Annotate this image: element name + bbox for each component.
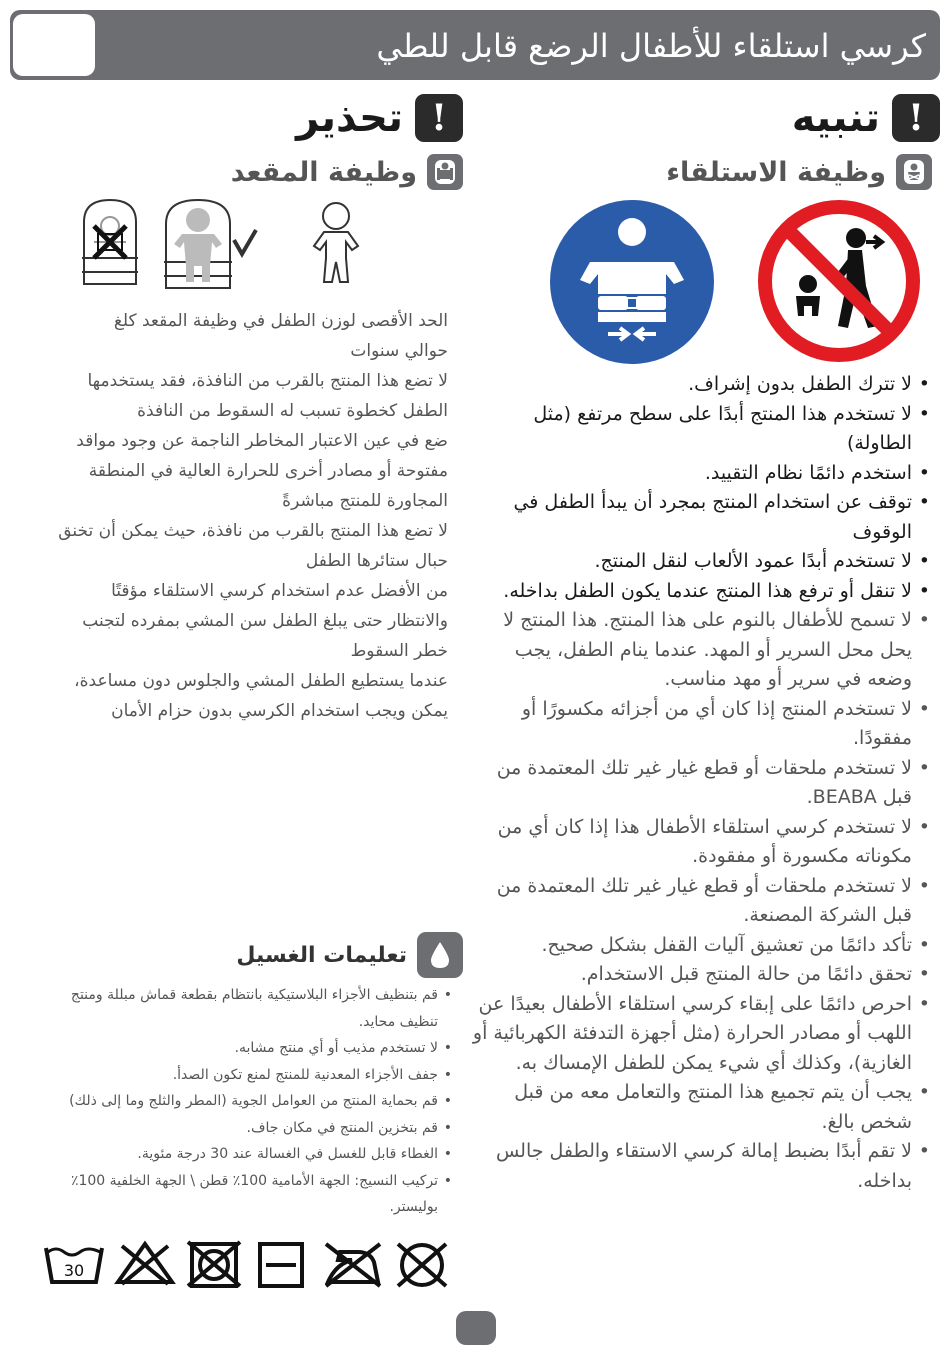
svg-text:30: 30: [63, 1261, 85, 1280]
care-symbols: [44, 1240, 454, 1290]
recline-warning-item: • لا تستخدم المنتج إذا كان أي من أجزائه مكسورًا أو مفقودًا.: [472, 695, 932, 754]
recline-warning-item: • تأكد دائمًا من تعشيق آليات القفل بشكل صحيح.: [472, 931, 932, 961]
seat-warning-paragraph: الحد الأقصى لوزن الطفل في وظيفة المقعد كلغ: [113, 311, 448, 331]
use-harness-sign: [550, 200, 714, 364]
seat-warning-paragraph: عندما يستطيع الطفل المشي والجلوس دون مساعدة، يمكن ويجب استخدام الكرسي بدون حزام الأمان: [74, 671, 448, 721]
washing-item: • لا تستخدم مذيب أو أي منتج مشابه.: [48, 1035, 454, 1062]
recline-function-heading: [666, 154, 932, 190]
reclined-seat-icon: [896, 154, 932, 190]
exclamation-icon: !: [415, 94, 463, 142]
page-header: [10, 10, 940, 80]
no-iron-icon: [322, 1240, 384, 1288]
upright-seat-icon: [427, 154, 463, 190]
recline-function-title: وظيفة الاستلقاء: [666, 156, 886, 188]
wash-30-icon: [44, 1240, 104, 1286]
washing-list: [48, 982, 454, 1221]
seat-function-heading: [231, 154, 463, 190]
seat-warning-paragraph: من الأفضل عدم استخدام كرسي الاستلقاء مؤقتًا والانتظار حتى يبلغ الطفل سن المشي بمفرده لتجنب خطر السقوط: [82, 581, 448, 661]
washing-item: • جفف الأجزاء المعدنية للمنتج لمنع تكون الصدأ.: [48, 1062, 454, 1089]
baby-standing-icon: [306, 200, 366, 286]
recline-warning-item: • تحقق دائمًا من حالة المنتج قبل الاستخدام.: [472, 960, 932, 990]
no-carrying-child-sign: [756, 198, 922, 364]
washing-heading: [236, 932, 463, 978]
recline-warning-item: • لا تسمح للأطفال بالنوم على هذا المنتج. هذا المنتج لا يحل محل السرير أو المهد. عندما ينام الطفل، يجب وضعه في سرير أو مهد مناسب.: [472, 606, 932, 695]
washing-item: • تركيب النسيج: الجهة الأمامية 100٪ قطن \ الجهة الخلفية 100٪ بوليستر.: [48, 1168, 454, 1221]
left-warning-title: تحذير: [296, 95, 403, 141]
recline-warning-item: • يجب أن يتم تجميع هذا المنتج والتعامل معه من قبل شخص بالغ.: [472, 1078, 932, 1137]
recline-warning-item: • لا تقم أبدًا بضبط إمالة كرسي الاستقاء والطفل جالس بداخله.: [472, 1137, 932, 1196]
page-title: كرسي استلقاء للأطفال الرضع قابل للطي: [376, 27, 926, 65]
water-drop-icon: [417, 932, 463, 978]
recline-warning-item: • لا تستخدم كرسي استلقاء الأطفال هذا إذا كان أي من مكوناته مكسورة أو مفقودة.: [472, 813, 932, 872]
seat-warning-paragraph: ضع في عين الاعتبار المخاطر الناجمة عن وجود مواقد مفتوحة أو مصادر أخرى للحرارة العالية في المنطقة المجاورة للمنتج مباشرةً: [76, 431, 448, 511]
seat-with-baby-checkmark-icon: [160, 196, 260, 292]
recline-warning-item: • لا تترك الطفل بدون إشراف.: [472, 370, 932, 400]
header-page-tab: [13, 14, 95, 76]
recline-warning-item: • لا تستخدم ملحقات أو قطع غيار غير تلك المعتمدة من قبل الشركة المصنعة.: [472, 872, 932, 931]
washing-item: • قم بحماية المنتج من العوامل الجوية (المطر والثلج وما إلى ذلك): [48, 1088, 454, 1115]
right-warning-heading: [792, 94, 940, 142]
right-warning-title: تنبيه: [791, 95, 880, 141]
recline-warnings: [472, 370, 932, 1196]
washing-item: • قم بتنظيف الأجزاء البلاستيكية بانتظام بقطعة قماش مبللة ومنتج تنظيف محايد.: [48, 982, 454, 1035]
recline-warning-item: • توقف عن استخدام المنتج بمجرد أن يبدأ الطفل في الوقوف: [472, 488, 932, 547]
recline-warning-item: • استخدم دائمًا نظام التقييد.: [472, 459, 932, 489]
page-number-tab: [456, 1311, 496, 1345]
seat-warning-paragraph: لا تضع هذا المنتج بالقرب من النافذة، فقد يستخدمها الطفل كخطوة تسبب له السقوط من النافذة: [87, 371, 448, 421]
flat-dry-icon: [256, 1240, 306, 1288]
exclamation-icon: !: [892, 94, 940, 142]
recline-warning-item: • لا تستخدم ملحقات أو قطع غيار غير تلك المعتمدة من قبل BEABA.: [472, 754, 932, 813]
seat-crossed-out-icon: [78, 196, 142, 288]
recline-warning-item: • لا تستخدم هذا المنتج أبدًا على سطح مرتفع (مثل الطاولة): [472, 400, 932, 459]
no-bleach-icon: [114, 1240, 176, 1286]
washing-title: تعليمات الغسيل: [236, 942, 407, 968]
seat-warnings: [48, 306, 448, 726]
recline-warning-item: • لا تنقل أو ترفع هذا المنتج عندما يكون الطفل بداخله.: [472, 577, 932, 607]
left-warning-heading: [296, 94, 463, 142]
seat-warning-paragraph: حوالي سنوات: [350, 341, 448, 361]
recline-warning-item: • لا تستخدم أبدًا عمود الألعاب لنقل المنتج.: [472, 547, 932, 577]
no-dry-clean-icon: [394, 1240, 450, 1288]
recline-warning-item: • احرص دائمًا على إبقاء كرسي استلقاء الأطفال بعيدًا عن اللهب أو مصادر الحرارة (مثل أجهزة التدفئة الكهربائية أو الغازية)، وكذلك أي شيء يمكن للطفل الإمساك به.: [472, 990, 932, 1079]
seat-warning-paragraph: لا تضع هذا المنتج بالقرب من نافذة، حيث يمكن أن تخنق حبال ستائرها الطفل: [58, 521, 448, 571]
washing-item: • قم بتخزين المنتج في مكان جاف.: [48, 1115, 454, 1142]
washing-item: • الغطاء قابل للغسل في الغسالة عند 30 درجة مئوية.: [48, 1141, 454, 1168]
no-tumble-dry-icon: [186, 1240, 242, 1288]
recline-warning-list: [472, 370, 932, 1196]
seat-function-title: وظيفة المقعد: [230, 156, 417, 188]
washing-instructions: [48, 982, 454, 1221]
